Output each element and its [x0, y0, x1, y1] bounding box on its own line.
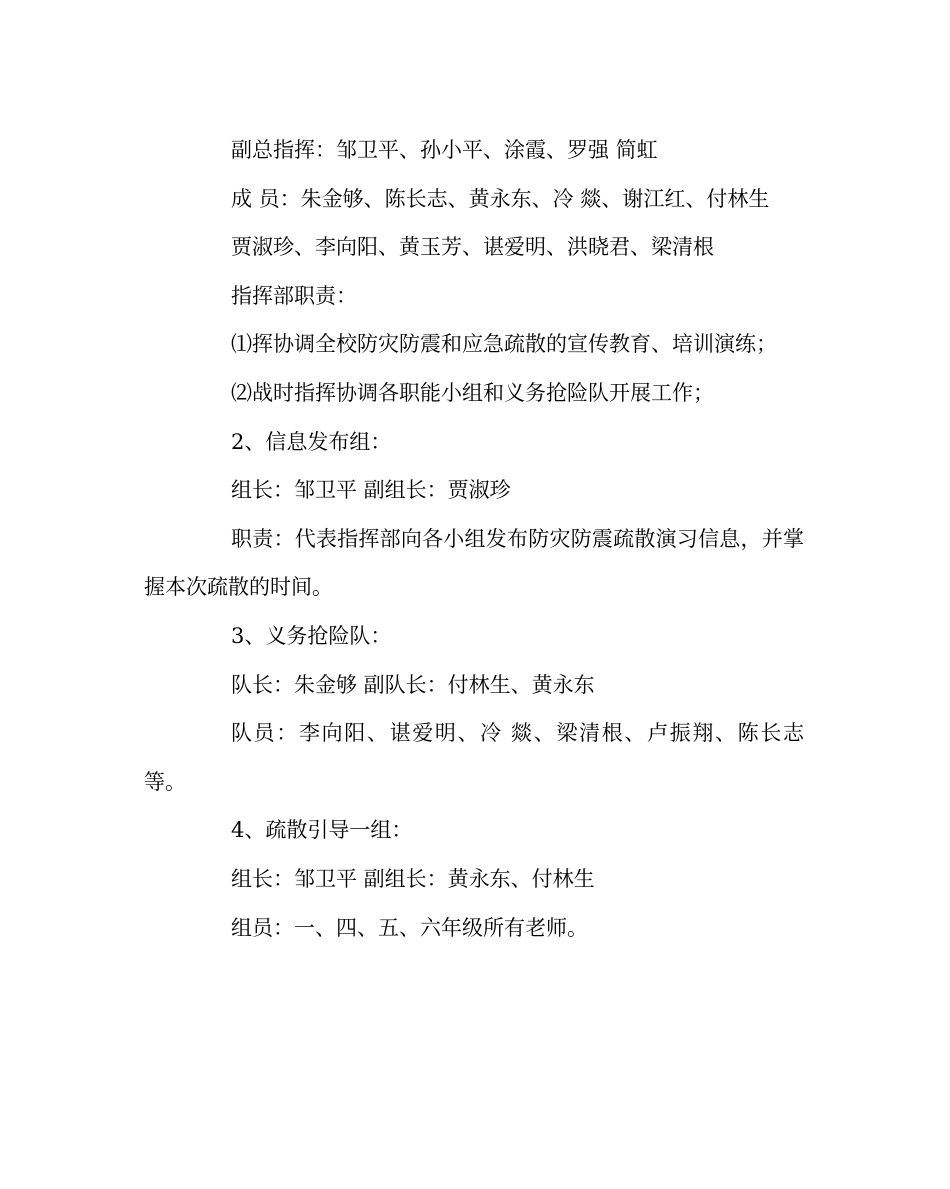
section-heading-rescue-team: 3、义务抢险队：	[231, 623, 392, 648]
rescue-team-members: 队员：李向阳、谌爱明、冷 燚、梁清根、卢振翔、陈长志等。	[144, 721, 804, 794]
duty-item-2: ⑵战时指挥协调各职能小组和义务抢险队开展工作；	[231, 380, 714, 405]
deputy-commander-line: 副总指挥：邹卫平、孙小平、涂霞、罗强 简虹	[231, 138, 658, 162]
duty-item-1: ⑴挥协调全校防灾防震和应急疏散的宣传教育、培训演练；	[231, 332, 777, 357]
document-body	[144, 126, 804, 952]
members-line: 成 员：朱金够、陈长志、黄永东、冷 燚、谢江红、付林生	[231, 186, 770, 211]
info-release-leaders: 组长：邹卫平 副组长：贾淑珍	[231, 478, 511, 503]
command-duties-heading: 指挥部职责：	[231, 283, 357, 308]
members-continued-line: 贾淑珍、李向阳、黄玉芳、谌爱明、洪晓君、梁清根	[231, 235, 714, 260]
section-heading-info-release: 2、信息发布组：	[231, 429, 392, 454]
rescue-team-leaders: 队长：朱金够 副队长：付林生、黄永东	[231, 672, 595, 697]
evacuation-group-members: 组员：一、四、五、六年级所有老师。	[231, 915, 588, 940]
info-release-duties: 职责：代表指挥部向各小组发布防灾防震疏散演习信息，并掌握本次疏散的时间。	[144, 526, 804, 600]
section-heading-evacuation-group-1: 4、疏散引导一组：	[231, 818, 413, 843]
evacuation-group-leaders: 组长：邹卫平 副组长：黄永东、付林生	[231, 866, 595, 891]
